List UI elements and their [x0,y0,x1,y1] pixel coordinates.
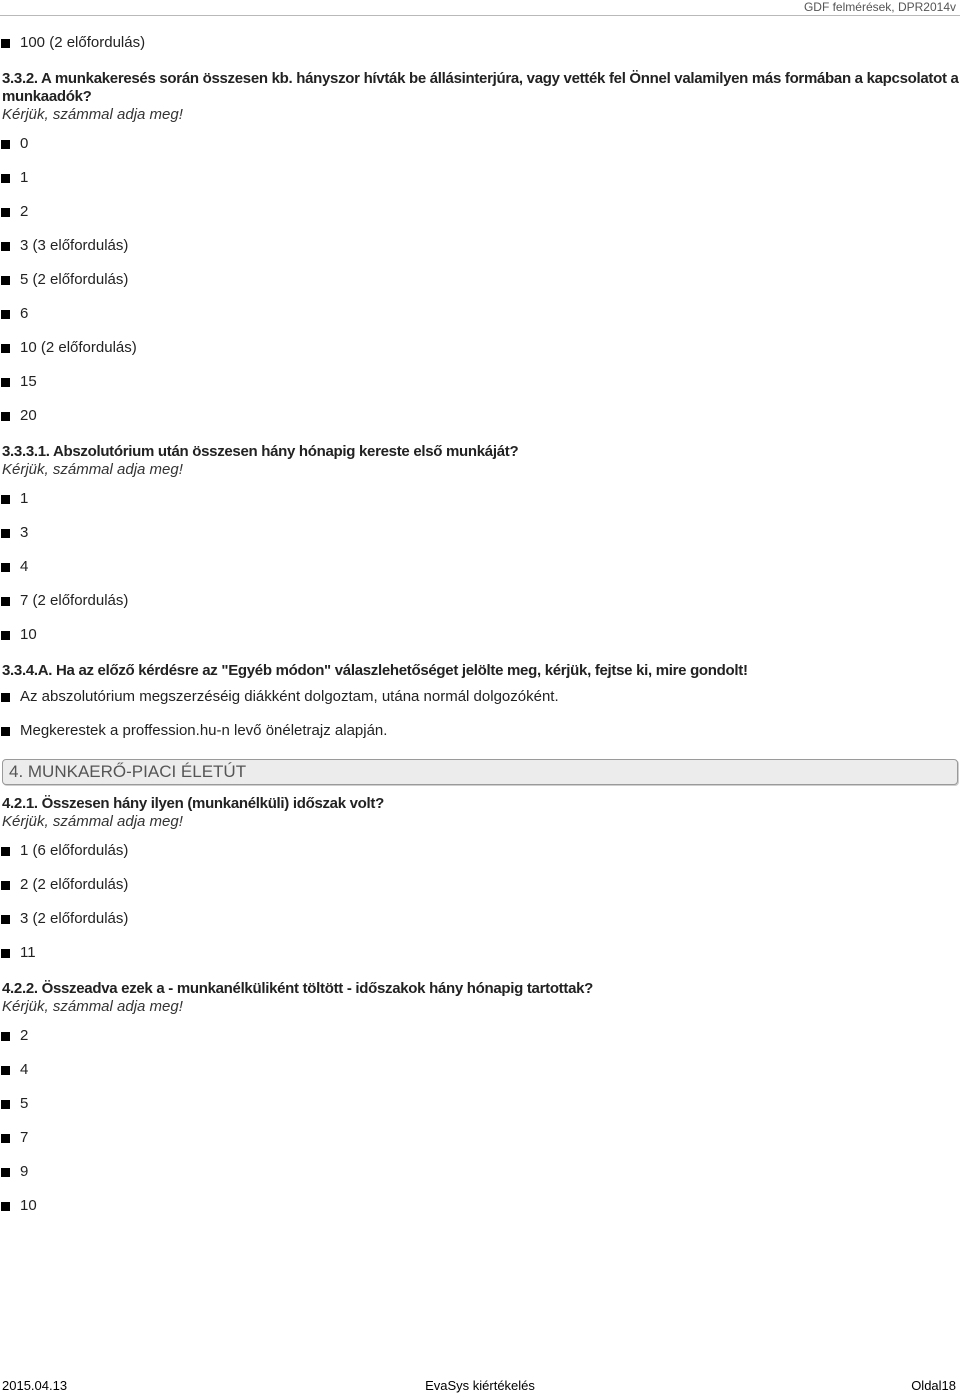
footer-center-label: EvaSys kiértékelés [425,1378,535,1393]
square-bullet-icon [1,208,10,217]
square-bullet-icon [1,1066,10,1075]
square-bullet-icon [1,915,10,924]
answer-list-item [0,868,960,902]
answer-text: 10 (2 előfordulás) [20,339,137,356]
answer-list-item [0,680,960,714]
question-title: 3.3.4.A. Ha az előző kérdésre az "Egyéb módon" válaszlehetőséget jelölte meg, kérjük, fejtse ki, mire gondolt! [2,662,748,679]
answer-text: 6 [20,305,29,322]
section-header: 4. MUNKAERŐ-PIACI ÉLETÚT [2,759,958,785]
square-bullet-icon [1,378,10,387]
question-instruction: Kérjük, számmal adja meg! [2,998,183,1015]
answer-text: 10 [20,626,37,643]
answer-list-item [0,1121,960,1155]
answer-text: 7 [20,1129,29,1146]
header-title: GDF felmérések, DPR2014v [803,0,956,14]
square-bullet-icon [1,1168,10,1177]
answer-list-item [0,161,960,195]
square-bullet-icon [1,412,10,421]
answer-text: Az abszolutórium megszerzéséig diákként dolgoztam, utána normál dolgozóként. [20,688,559,705]
square-bullet-icon [1,563,10,572]
answer-list-item [0,584,960,618]
answer-list-item [0,331,960,365]
answer-list-item [0,127,960,161]
answer-list-item [0,365,960,399]
square-bullet-icon [1,310,10,319]
answer-text: 1 (6 előfordulás) [20,842,129,859]
square-bullet-icon [1,174,10,183]
answer-list-item [0,714,960,748]
square-bullet-icon [1,140,10,149]
answer-text: 15 [20,373,37,390]
answer-text: 3 [20,524,29,541]
square-bullet-icon [1,693,10,702]
answer-list-item [0,263,960,297]
answer-list-item [0,902,960,936]
question-instruction: Kérjük, számmal adja meg! [2,813,183,830]
question-title: 4.2.1. Összesen hány ilyen (munkanélküli) időszak volt? [2,795,384,812]
square-bullet-icon [1,1100,10,1109]
question-instruction: Kérjük, számmal adja meg! [2,106,183,123]
page-footer [0,1378,960,1394]
answer-list-item [0,550,960,584]
answer-text: 4 [20,558,29,575]
square-bullet-icon [1,1202,10,1211]
square-bullet-icon [1,529,10,538]
answer-text: 20 [20,407,37,424]
answer-text: 1 [20,169,29,186]
answer-text: 7 (2 előfordulás) [20,592,129,609]
square-bullet-icon [1,39,10,48]
answer-text: 10 [20,1197,37,1214]
answer-text: 2 [20,203,29,220]
answer-list-item [0,482,960,516]
answer-list-item [0,936,960,970]
answer-text: Megkerestek a proffession.hu-n levő önéletrajz alapján. [20,722,388,739]
square-bullet-icon [1,881,10,890]
square-bullet-icon [1,727,10,736]
answer-text: 3 (3 előfordulás) [20,237,129,254]
answer-list-item [0,297,960,331]
answer-list-item [0,1019,960,1053]
square-bullet-icon [1,344,10,353]
answer-text: 5 (2 előfordulás) [20,271,129,288]
square-bullet-icon [1,949,10,958]
answer-list-item [0,229,960,263]
question-title: 3.3.3.1. Abszolutórium után összesen hány hónapig kereste első munkáját? [2,443,519,460]
square-bullet-icon [1,495,10,504]
answer-text: 9 [20,1163,29,1180]
answer-text: 11 [20,944,36,961]
answer-list-item [0,26,960,60]
answer-list-item [0,1155,960,1189]
answer-text: 4 [20,1061,29,1078]
square-bullet-icon [1,242,10,251]
answer-list-item [0,1189,960,1223]
answer-text: 0 [20,135,29,152]
question-instruction: Kérjük, számmal adja meg! [2,461,183,478]
square-bullet-icon [1,1032,10,1041]
footer-date: 2015.04.13 [2,1378,68,1393]
footer-page-number: Oldal18 [911,1378,956,1393]
answer-list-item [0,195,960,229]
answer-list-item [0,516,960,550]
header-divider [0,15,960,16]
answer-text: 2 [20,1027,29,1044]
square-bullet-icon [1,1134,10,1143]
square-bullet-icon [1,631,10,640]
square-bullet-icon [1,276,10,285]
answer-text: 100 (2 előfordulás) [20,34,146,51]
answer-text: 1 [20,490,29,507]
square-bullet-icon [1,847,10,856]
answer-list-item [0,834,960,868]
question-title: 4.2.2. Összeadva ezek a - munkanélküliként töltött - időszakok hány hónapig tartottak? [2,980,594,997]
answer-list-item [0,1087,960,1121]
answer-list-item [0,618,960,652]
answer-list-item [0,1053,960,1087]
question-title: 3.3.2. A munkakeresés során összesen kb. hányszor hívták be állásinterjúra, vagy vették fel Önnel valamilyen más formában a kapcsolatot a munkaadók? [2,70,959,105]
answer-text: 5 [20,1095,29,1112]
square-bullet-icon [1,597,10,606]
answer-text: 3 (2 előfordulás) [20,910,129,927]
answer-list-item [0,399,960,433]
answer-text: 2 (2 előfordulás) [20,876,129,893]
report-content [0,26,960,1223]
